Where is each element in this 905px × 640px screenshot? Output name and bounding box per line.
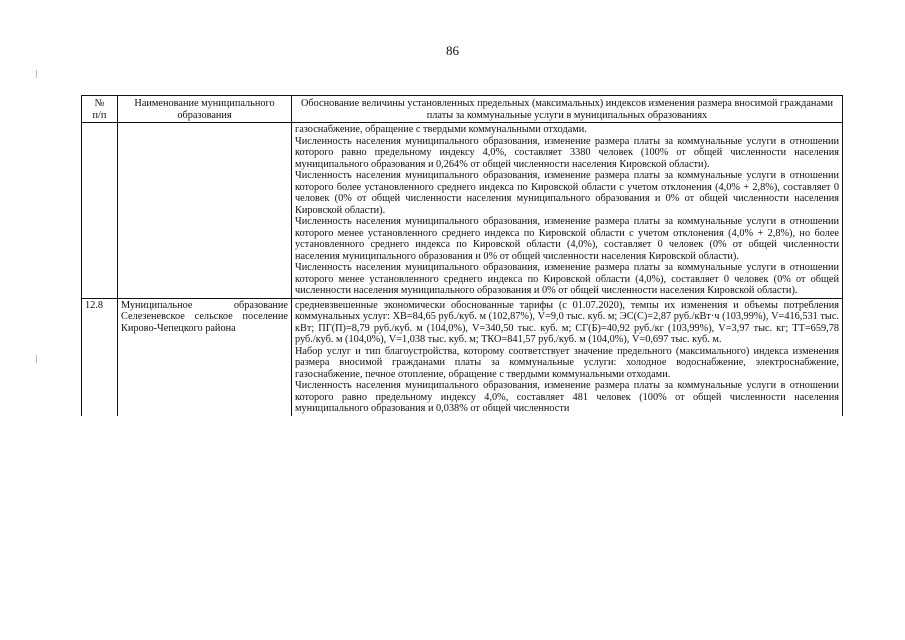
- margin-tick-mark: [36, 70, 37, 78]
- paragraph: Численность населения муниципального образования, изменение размера платы за коммунальные услуги в отношении которого менее установленного среднего индекса по Кировской области (4,0%), составляет 0 человек (0% от общей численности населения муниципального образования и 0% от общей численности населения Кировской области).: [295, 262, 839, 296]
- table-row-continuation: [82, 123, 843, 299]
- paragraph: Набор услуг и тип благоустройства, которому соответствует значение предельного (максимального) индекса изменения размера вносимой гражданами платы за коммунальные услуги: холодное водоснабжение, электроснабжение, газоснабжение, печное отопление, обращение с твердыми коммунальными отходами.: [295, 345, 839, 380]
- cell-name: [118, 123, 292, 299]
- paragraph: средневзвешенные экономически обоснованные тарифы (с 01.07.2020), темпы их изменения и объемы потребления коммунальных услуг: ХВ=84,65 руб./куб. м (102,87%), V=9,0 тыс. куб. м; ЭС(С)=2,87 руб./кВт·ч (103,99%), V=416,531 тыс. кВт; ПГ(П)=8,79 руб./куб. м (104,0%), V=340,50 тыс. куб. м; СГ(Б)=40,92 руб./кг (103,99%), V=3,97 тыс. кг; ТТ=659,78 руб./куб. м (104,0%), V=1,038 тыс. куб. м; ТКО=841,57 руб./куб. м (104,0%), V=0,697 тыс. куб. м.: [295, 299, 839, 345]
- page-number: 86: [446, 43, 459, 58]
- paragraph: Численность населения муниципального образования, изменение размера платы за коммунальные услуги в отношении которого равно предельному индексу 4,0%, составляет 3380 человек (100% от общей численности населения муниципального образования и 0,264% от общей численности населения Кировской области).: [295, 135, 839, 170]
- paragraph: Численность населения муниципального образования, изменение размера платы за коммунальные услуги в отношении которого менее установленного среднего индекса по Кировской области с учетом отклонения (4,0% + 2,8%), но более установленного среднего индекса по Кировской области (4,0%), составляет 0 человек (0% от общей численности населения муниципального образования и 0% от общей численности населения Кировской области).: [295, 216, 839, 262]
- table-row-12-8: [82, 298, 843, 416]
- cell-justification: [292, 123, 843, 299]
- header-num: № п/п: [82, 96, 118, 123]
- margin-tick-mark: [36, 355, 37, 363]
- table-header-row: [82, 96, 843, 123]
- tariff-index-table: [81, 95, 843, 416]
- header-justification: Обоснование величины установленных предельных (максимальных) индексов изменения размера вносимой гражданами платы за коммунальные услуги в муниципальных образованиях: [292, 96, 843, 123]
- cell-num: [82, 123, 118, 299]
- header-name: Наименование муниципального образования: [118, 96, 292, 123]
- municipality-name: Муниципальное образование Селезеневское сельское поселение Кирово-Чепецкого района: [121, 299, 288, 334]
- paragraph: Численность населения муниципального образования, изменение размера платы за коммунальные услуги в отношении которого равно предельному индексу 4,0%, составляет 481 человек (100% от общей численности населения муниципального образования и 0,038% от общей численности: [295, 380, 839, 414]
- cell-justification: [292, 298, 843, 416]
- paragraph: газоснабжение, обращение с твердыми коммунальными отходами.: [295, 124, 587, 135]
- paragraph: Численность населения муниципального образования, изменение размера платы за коммунальные услуги в отношении которого более установленного среднего индекса по Кировской области с учетом отклонения (4,0% + 2,8%), составляет 0 человек (0% от общей численности населения муниципального образования и 0% от общей численности населения Кировской области).: [295, 170, 839, 216]
- cell-name: [118, 298, 292, 416]
- cell-num: 12.8: [82, 298, 118, 416]
